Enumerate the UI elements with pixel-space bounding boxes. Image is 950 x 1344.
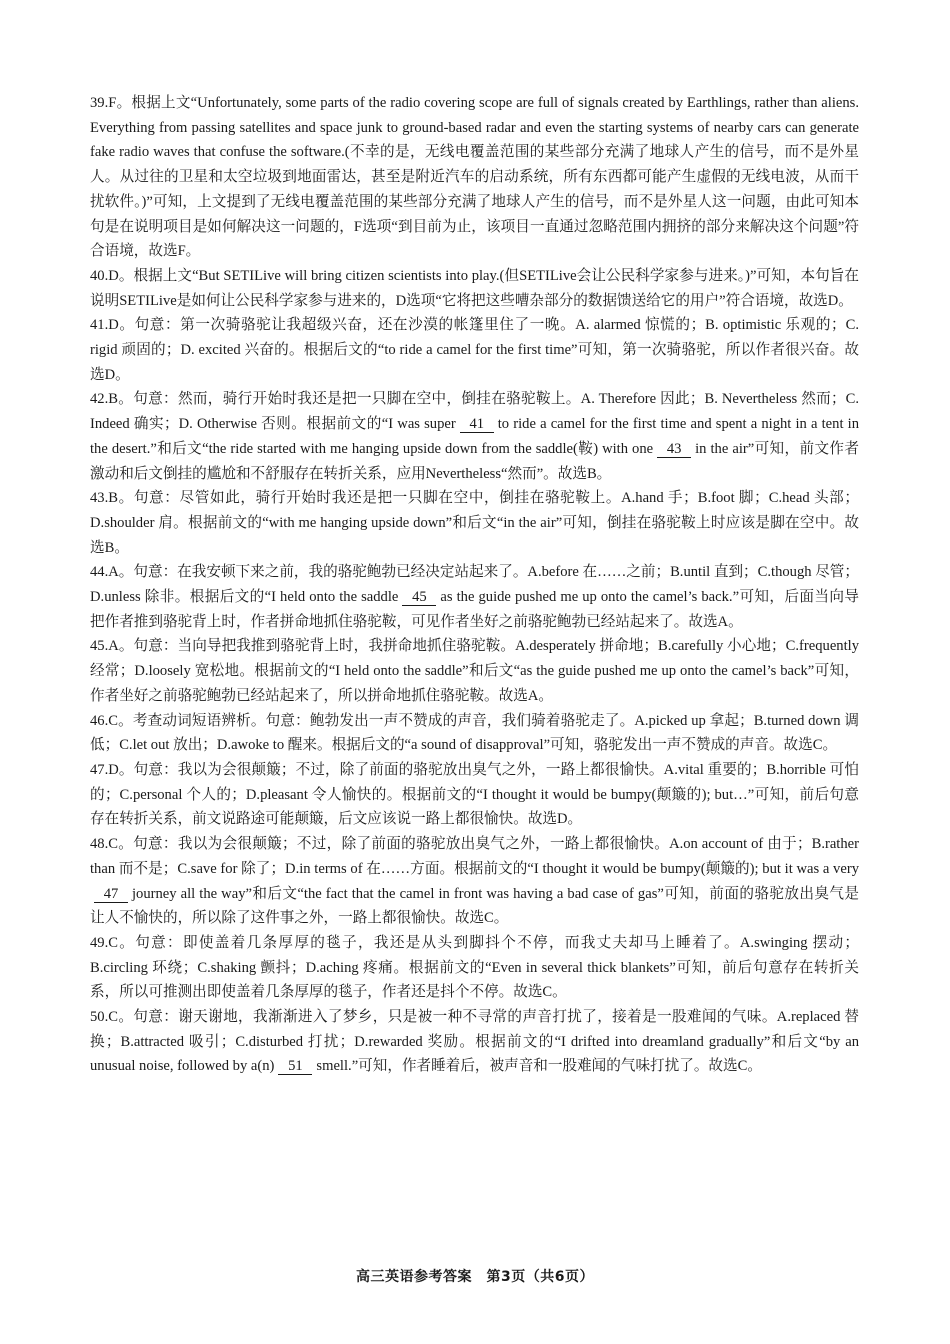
answer-44: 44.A。句意：在我安顿下来之前，我的骆驼鲍勃已经决定站起来了。A.before 在……之前；B.until 直到；C.though 尽管；D.unless 除非。根据后文的“I held onto the saddle 45 as the guide pushed me up onto the camel’s back.”可知，后面当向导把作者推到骆驼背上时，作者拼命地抓住骆驼鞍，可见作者坐好之前骆驼鲍勃已经站起来了。故选A。 [90, 564, 859, 630]
answer-50: 50.C。句意：谢天谢地，我渐渐进入了梦乡，只是被一种不寻常的声音打扰了，接着是一股难闻的气味。A.replaced 替换；B.attracted 吸引；C.disturbed 打扰；D.rewarded 奖励。根据前文的“I drifted into dreamland gradually”和后文“by an unusual noise, followed by a(n) 51 smell.”可知，作者睡着后，被声音和一股难闻的气味打扰了。故选C。 [90, 1009, 859, 1075]
blank-number: 51 [278, 1058, 312, 1075]
answer-45: 45.A。句意：当向导把我推到骆驼背上时，我拼命地抓住骆驼鞍。A.desperately 拼命地；B.carefully 小心地；C.frequently 经常；D.loosely 宽松地。根据前文的“I held onto the saddle”和后文“as the guide pushed me up onto the camel’s back”可知，作者坐好之前骆驼鲍勃已经站起来了，所以拼命地抓住骆驼鞍。故选A。 [90, 638, 859, 704]
blank-number: 41 [460, 416, 494, 433]
answer-40: 40.D。根据上文“But SETILive will bring citizen scientists into play.(但SETILive会让公民科学家参与进来。)”可知，本句旨在说明SETILive是如何让公民科学家参与进来的，D选项“它将把这些嘈杂部分的数据馈送给它的用户”符合语境，故选D。 [90, 267, 859, 309]
answer-39: 39.F。根据上文“Unfortunately, some parts of the radio covering scope are full of signals created by Earthlings, rather than aliens. Everything from passing satellites and space junk to ground-based radar and even the starting systems of nearby cars can generate fake radio waves that confuse the software.(不幸的是，无线电覆盖范围的某些部分充满了地球人产生的信号，而不是外星人。从过往的卫星和太空垃圾到地面雷达，甚至是附近汽车的启动系统，所有东西都可能产生虚假的无线电波，从而干扰软件。)”可知，上文提到了无线电覆盖范围的某些部分充满了地球人产生的信号，而不是外星人这一问题，由此可知本句是在说明项目是如何解决这一问题的，F选项“到目前为止，该项目一直通过忽略范围内拥挤的部分来解决这个问题”符合语境，故选F。 [90, 95, 859, 260]
answer-48: 48.C。句意：我以为会很颠簸；不过，除了前面的骆驼放出臭气之外，一路上都很愉快。A.on account of 由于；B.rather than 而不是；C.save for 除了；D.in terms of 在……方面。根据前文的“I thought it would be bumpy(颠簸的); but it was a very47 journey all the way”和后文“the fact that the camel in front was having a bad case of gas”可知，前面的骆驼放出臭气是让人不愉快的，所以除了这件事之外，一路上都很愉快。故选C。 [90, 836, 859, 927]
answer-43: 43.B。句意：尽管如此，骑行开始时我还是把一只脚在空中，倒挂在骆驼鞍上。A.hand 手；B.foot 脚；C.head 头部；D.shoulder 肩。根据前文的“with me hanging upside down”和后文“in the air”可知，倒挂在骆驼鞍上时应该是脚在空中。故选B。 [90, 490, 859, 556]
page-footer: 高三英语参考答案 第3页（共6页） [356, 1269, 594, 1285]
blank-number: 43 [657, 441, 691, 458]
blank-number: 45 [402, 589, 436, 606]
blank-number: 47 [94, 886, 128, 903]
answer-46: 46.C。考查动词短语辨析。句意：鲍勃发出一声不赞成的声音，我们骑着骆驼走了。A.picked up 拿起；B.turned down 调低；C.let out 放出；D.awoke to 醒来。根据后文的“a sound of disapproval”可知，骆驼发出一声不赞成的声音。故选C。 [90, 712, 859, 754]
answer-41: 41.D。句意：第一次骑骆驼让我超级兴奋，还在沙漠的帐篷里住了一晚。A. alarmed 惊慌的；B. optimistic 乐观的；C. rigid 顽固的；D. excited 兴奋的。根据后文的“to ride a camel for the first time”可知，第一次骑骆驼，所以作者很兴奋。故选D。 [90, 317, 859, 383]
answer-explanations [90, 91, 859, 1079]
answer-42: 42.B。句意：然而，骑行开始时我还是把一只脚在空中，倒挂在骆驼鞍上。A. Therefore 因此；B. Nevertheless 然而；C. Indeed 确实；D. Otherwise 否则。根据前文的“I was super 41 to ride a camel for the first time and spent a night in a tent in the desert.”和后文“the ride started with me hanging upside down from the saddle(鞍) with one 43 in the air”可知，前文作者激动和后文倒挂的尴尬和不舒服存在转折关系，应用Nevertheless“然而”。故选B。 [90, 391, 859, 482]
answer-49: 49.C。句意：即使盖着几条厚厚的毯子，我还是从头到脚抖个不停，而我丈夫却马上睡着了。A.swinging 摆动；B.circling 环绕；C.shaking 颤抖；D.aching 疼痛。根据前文的“Even in several thick blankets”可知，前后句意存在转折关系，所以可推测出即使盖着几条厚厚的毯子，作者还是抖个不停。故选C。 [90, 934, 859, 1001]
answer-47: 47.D。句意：我以为会很颠簸；不过，除了前面的骆驼放出臭气之外，一路上都很愉快。A.vital 重要的；B.horrible 可怕的；C.personal 个人的；D.pleasant 令人愉快的。根据前文的“I thought it would be bumpy(颠簸的); but…”可知，前后句意存在转折关系，前文说路途可能颠簸，后文应该说一路上都很愉快。故选D。 [90, 761, 859, 828]
